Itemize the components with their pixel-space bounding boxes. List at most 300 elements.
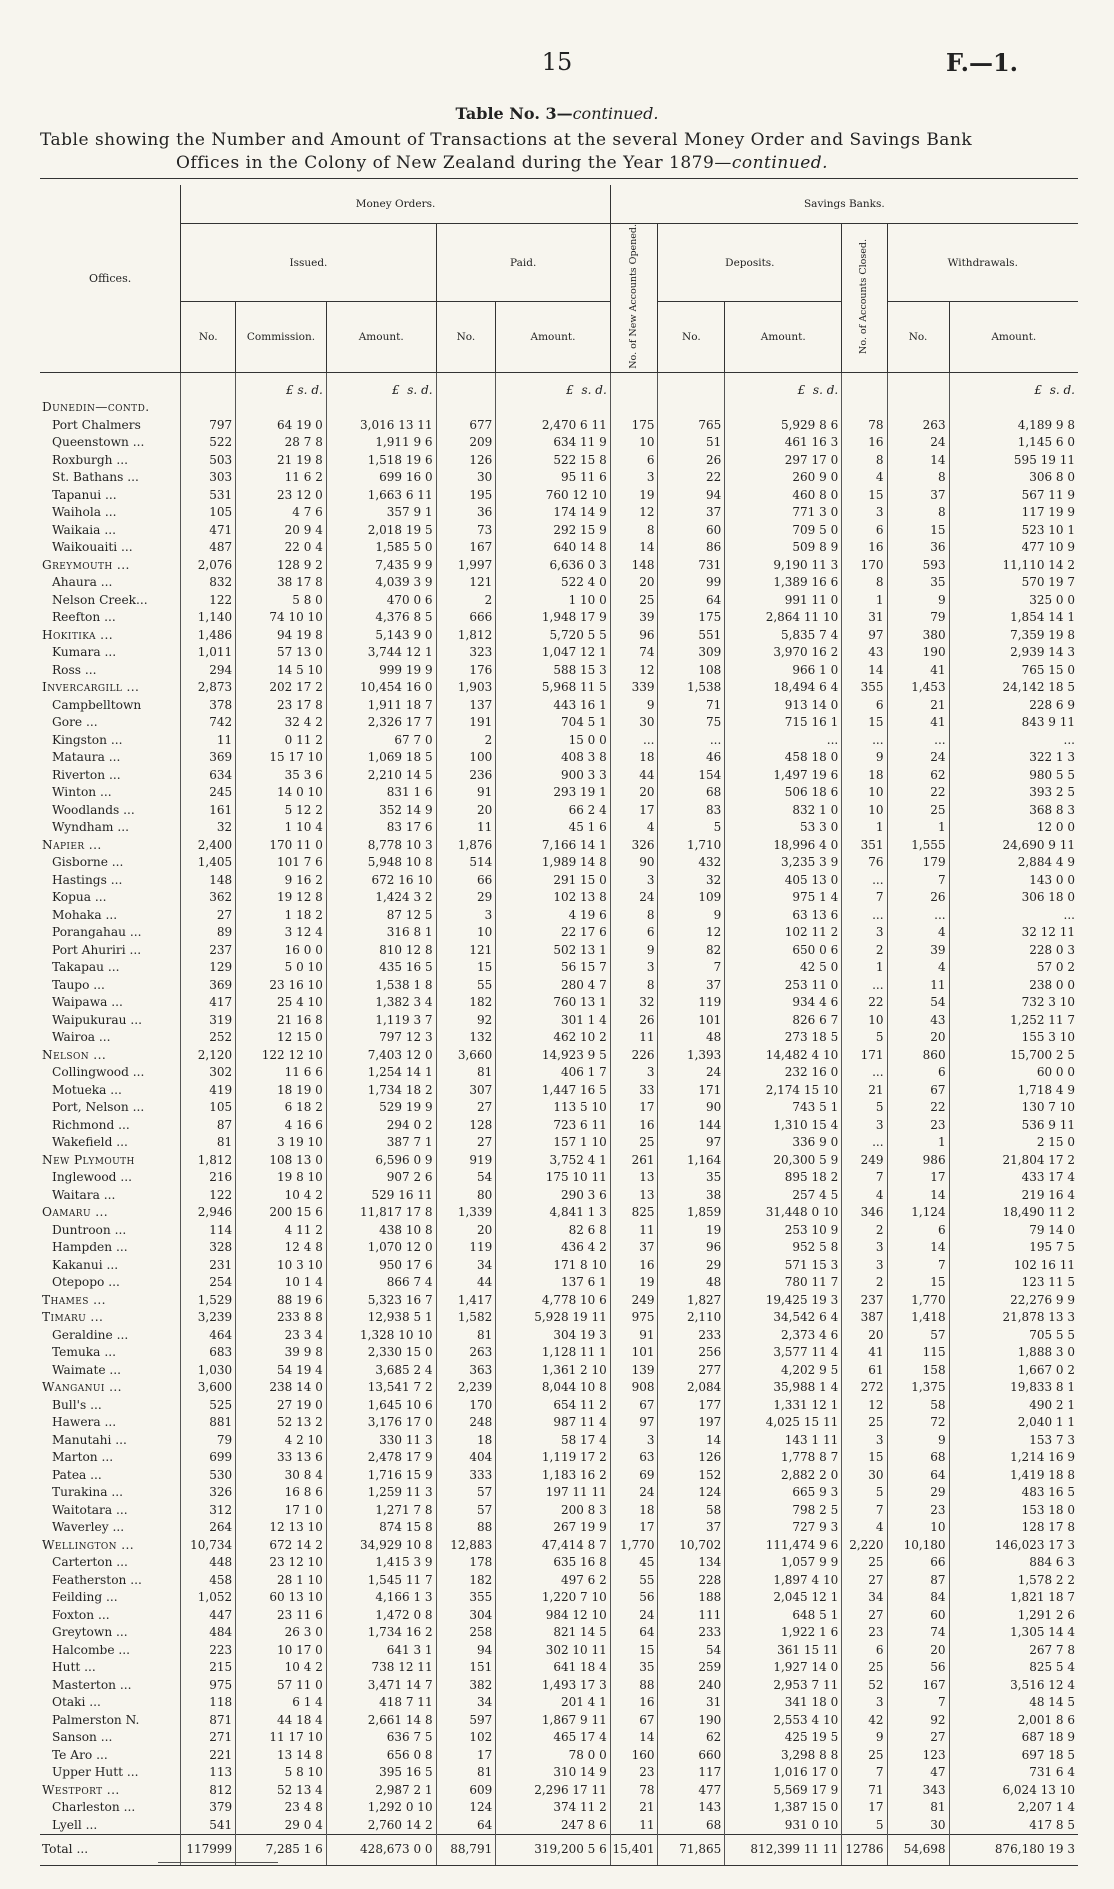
table-cell: 355 [842,679,887,697]
table-cell: 304 [436,1606,496,1624]
table-cell: 12786 [842,1834,887,1865]
table-cell: 130 7 10 [949,1099,1078,1117]
table-cell: 536 9 11 [949,1116,1078,1134]
office-name: Reefton ... [52,610,116,624]
units-cell [326,372,436,399]
table-cell: 2,470 6 11 [496,416,611,434]
table-cell: 3,660 [436,1046,496,1064]
table-row [40,994,1078,1012]
table-cell: 32 12 11 [949,924,1078,942]
table-cell: 405 13 0 [725,871,842,889]
table-cell: 60 [658,521,725,539]
table-cell: 379 [181,1799,236,1817]
unit-pence: d. [1063,382,1075,397]
table-cell: 1,030 [181,1361,236,1379]
table-cell: 1,897 4 10 [725,1571,842,1589]
table-cell: 3 [842,1116,887,1134]
table-cell: 9 [658,906,725,924]
table-cell: 121 [436,941,496,959]
table-cell: 672 16 10 [326,871,436,889]
table-cell: 102 11 2 [725,924,842,942]
table-cell: 3 [842,1256,887,1274]
table-cell: 428,673 0 0 [326,1834,436,1865]
table-cell: 7 [842,1764,887,1782]
table-cell: 393 2 5 [949,784,1078,802]
caption-cont: continued. [731,153,829,173]
office-name: Gore ... [52,715,98,729]
withdrawals-amount-header: Amount. [949,302,1078,372]
table-cell: 4 [887,924,949,942]
table-cell: 240 [658,1676,725,1694]
table-cell: 316 8 1 [326,924,436,942]
table-cell: 908 [610,1379,658,1397]
table-cell: 72 [887,1414,949,1432]
table-cell: 54,698 [887,1834,949,1865]
table-row [40,1659,1078,1677]
table-cell: 16 0 0 [236,941,327,959]
table-cell: 74 [887,1624,949,1642]
table-cell: 56 15 7 [496,959,611,977]
table-cell: 79 14 0 [949,1221,1078,1239]
table-cell: 2 [842,941,887,959]
table-cell: 641 18 4 [496,1659,611,1677]
table-cell: 1,310 15 4 [725,1116,842,1134]
table-cell: 9 [887,1431,949,1449]
table-cell: 812 [181,1781,236,1799]
table-cell: 1,888 3 0 [949,1344,1078,1362]
table-cell: 16 [610,1256,658,1274]
table-cell: 17 [436,1746,496,1764]
table-cell: 7 [842,1501,887,1519]
table-cell: 190 [658,1711,725,1729]
table-cell: 1,645 10 6 [326,1396,436,1414]
office-name: Waitara ... [52,1187,116,1202]
table-cell: 3,471 14 7 [326,1676,436,1694]
table-cell: 6,024 13 10 [949,1781,1078,1799]
unit-pound: £ [797,382,806,397]
table-cell: 18 [610,749,658,767]
table-row [40,1309,1078,1327]
table-cell: 10 3 10 [236,1256,327,1274]
table-cell: 522 15 8 [496,451,611,469]
table-cell: 3 [436,906,496,924]
table-cell: 2,296 17 11 [496,1781,611,1799]
issued-amount-header: Amount. [326,302,436,372]
accounts-closed-header [842,224,887,373]
table-cell: 10 [887,1519,949,1537]
table-cell: 30 [610,714,658,732]
table-cell: 113 [181,1764,236,1782]
table-cell: 113 5 10 [496,1099,611,1117]
table-cell: 167 [887,1676,949,1694]
table-cell: 9 [610,696,658,714]
table-cell: 237 [842,1291,887,1309]
table-cell: 10 4 2 [236,1186,327,1204]
table-cell: 2,373 4 6 [725,1326,842,1344]
table-cell: 1 [842,819,887,837]
issued-commission-header: Commission. [236,302,327,372]
units-cell [496,372,611,399]
table-cell: 254 [181,1274,236,1292]
table-cell: 24 [610,889,658,907]
table-cell: 1,252 11 7 [949,1011,1078,1029]
table-cell: 984 12 10 [496,1606,611,1624]
table-cell: 66 2 4 [496,801,611,819]
table-cell: 101 [658,1011,725,1029]
table-cell: 934 4 6 [725,994,842,1012]
table-cell: 1,145 6 0 [949,434,1078,452]
table-cell: 7,166 14 1 [496,836,611,854]
table-cell: 3,685 2 4 [326,1361,436,1379]
table-cell: 980 5 5 [949,766,1078,784]
table-cell: 306 8 0 [949,469,1078,487]
table-cell: 1,291 2 6 [949,1606,1078,1624]
table-cell: 56 [887,1659,949,1677]
table-cell: 810 12 8 [326,941,436,959]
table-cell: 2,661 14 8 [326,1711,436,1729]
office-name: Kumara ... [52,645,117,659]
table-cell: 1,119 3 7 [326,1011,436,1029]
table-cell: 20,300 5 9 [725,1151,842,1169]
table-row [40,1816,1078,1834]
table-cell: 20 [610,784,658,802]
table-cell: 5,929 8 6 [725,416,842,434]
table-cell: 21 [887,696,949,714]
table-cell: 74 [610,644,658,662]
table-cell: 29 [658,1256,725,1274]
table-cell: 137 [436,696,496,714]
table-cell: 2,400 [181,836,236,854]
table-cell: 4,166 1 3 [326,1589,436,1607]
units-cell [658,372,725,399]
table-cell: 531 [181,486,236,504]
table-cell: 323 [436,644,496,662]
table-cell: 380 [887,626,949,644]
table-cell: 15,401 [610,1834,658,1865]
units-cell [610,372,658,399]
page-number: 15 [541,48,573,76]
table-row [40,959,1078,977]
table-cell: 20 9 4 [236,521,327,539]
table-cell: 1 10 0 [496,591,611,609]
table-cell: 228 [658,1571,725,1589]
table-cell: 119 [658,994,725,1012]
table-cell: 83 [658,801,725,819]
table-cell: 264 [181,1519,236,1537]
table-cell: 907 2 6 [326,1169,436,1187]
table-cell: 1,585 5 0 [326,539,436,557]
table-cell: 346 [842,1204,887,1222]
table-cell: 31 [658,1694,725,1712]
table-cell: 8 [887,504,949,522]
table-cell: 43 [842,644,887,662]
table-body [40,372,1078,1865]
money-orders-header: Money Orders. [181,185,610,224]
table-cell: 57 [436,1484,496,1502]
table-cell: 509 8 9 [725,539,842,557]
table-cell: 39 [610,609,658,627]
table-cell: 5 12 2 [236,801,327,819]
table-cell: 832 [181,574,236,592]
table-cell: 175 [658,609,725,627]
table-cell: 310 14 9 [496,1764,611,1782]
table-cell: 14 [610,539,658,557]
table-cell: 1,716 15 9 [326,1466,436,1484]
table-cell: 871 [181,1711,236,1729]
table-cell: 87 12 5 [326,906,436,924]
units-offices-cell [40,372,181,399]
table-cell: 1,057 9 9 [725,1554,842,1572]
table-cell: 66 [436,871,496,889]
table-row [40,1589,1078,1607]
office-name: Thames ... [42,1292,106,1307]
table-cell: 30 [887,1816,949,1834]
table-cell: 433 17 4 [949,1169,1078,1187]
office-name: Port Chalmers [52,417,141,432]
table-cell: 10 17 0 [236,1641,327,1659]
table-cell: 25 [610,1134,658,1152]
table-cell: 102 [436,1729,496,1747]
table-cell: 369 [181,976,236,994]
table-cell: 111,474 9 6 [725,1536,842,1554]
table-cell: 57 13 0 [236,644,327,662]
table-cell: 8 [842,574,887,592]
table-cell: 182 [436,1571,496,1589]
table-cell: 831 1 6 [326,784,436,802]
table-cell: 301 1 4 [496,1011,611,1029]
table-cell: 73 [436,521,496,539]
table-cell: 8,778 10 3 [326,836,436,854]
table-cell: 19 12 8 [236,889,327,907]
table-cell: 709 5 0 [725,521,842,539]
table-cell: 74 10 10 [236,609,327,627]
table-cell: 1,183 16 2 [496,1466,611,1484]
table-cell: 634 11 9 [496,434,611,452]
table-cell: 1,876 [436,836,496,854]
table-cell: 1,859 [658,1204,725,1222]
table-row [40,609,1078,627]
table-cell: 63 [610,1449,658,1467]
table-cell: 1,927 14 0 [725,1659,842,1677]
table-row [40,539,1078,557]
table-cell: 12 [610,661,658,679]
table-cell: 12 [610,504,658,522]
table-cell: 2,939 14 3 [949,644,1078,662]
table-cell: 52 13 4 [236,1781,327,1799]
table-cell: 355 [436,1589,496,1607]
table-cell: 158 [887,1361,949,1379]
office-name: Greymouth ... [42,557,130,572]
table-cell: 11 [436,819,496,837]
table-cell: 3,752 4 1 [496,1151,611,1169]
table-row [40,1554,1078,1572]
table-cell: 1,339 [436,1204,496,1222]
table-cell: 27 19 0 [236,1396,327,1414]
table-cell: 81 [436,1764,496,1782]
table-cell: 237 [181,941,236,959]
accounts-closed-label: No. of Accounts Closed. [858,238,870,354]
table-cell: 263 [436,1344,496,1362]
table-row [40,1204,1078,1222]
table-cell: 3 [610,871,658,889]
table-cell: 25 4 10 [236,994,327,1012]
table-cell: 641 3 1 [326,1641,436,1659]
table-cell: 29 0 4 [236,1816,327,1834]
office-name: Total ... [40,1834,181,1865]
units-cell [181,372,236,399]
table-cell: 238 14 0 [236,1379,327,1397]
office-name: Port Ahuriri ... [52,942,142,957]
table-cell: 68 [887,1449,949,1467]
table-cell: 3 [610,1431,658,1449]
table-cell: 271 [181,1729,236,1747]
table-cell: 14,482 4 10 [725,1046,842,1064]
table-cell: 12 4 8 [236,1239,327,1257]
table-cell: 991 11 0 [725,591,842,609]
table-cell: 570 19 7 [949,574,1078,592]
table-cell: 87 [181,1116,236,1134]
table-cell: 5,569 17 9 [725,1781,842,1799]
office-name: Wellington ... [42,1537,135,1552]
table-cell: 10 [842,801,887,819]
table-cell: 1,292 0 10 [326,1799,436,1817]
table-cell: 1,393 [658,1046,725,1064]
table-cell: 760 13 1 [496,994,611,1012]
table-cell: 277 [658,1361,725,1379]
header-rule [40,178,1078,179]
table-cell: 273 18 5 [725,1029,842,1047]
table-cell: 1,770 [610,1536,658,1554]
unit-shilling: s. [581,382,592,397]
table-cell: 119 [436,1239,496,1257]
table-cell: 319 [181,1011,236,1029]
office-name: Hokitika ... [42,627,113,642]
table-cell: 10,702 [658,1536,725,1554]
office-name: Charleston ... [52,1800,136,1814]
table-cell: 727 9 3 [725,1519,842,1537]
table-cell: 124 [436,1799,496,1817]
table-cell: 111 [658,1606,725,1624]
table-cell: 5 8 0 [236,591,327,609]
table-cell: 7 [887,871,949,889]
table-cell: 280 4 7 [496,976,611,994]
table-cell: 51 [658,434,725,452]
table-cell: 987 11 4 [496,1414,611,1432]
table-cell: 90 [610,854,658,872]
table-cell: 33 13 6 [236,1449,327,1467]
table-cell: 24 [610,1606,658,1624]
office-name: Greytown ... [52,1625,128,1639]
table-row [40,434,1078,452]
units-cell [436,372,496,399]
savings-banks-header: Savings Banks. [610,185,1078,224]
table-cell: 1 [887,1134,949,1152]
table-cell: 12 15 0 [236,1029,327,1047]
table-cell: 15 [842,714,887,732]
table-cell: 326 [610,836,658,854]
table-cell: ... [842,871,887,889]
table-cell: 60 [887,1606,949,1624]
table-cell: 20 [842,1326,887,1344]
table-cell [949,399,1078,417]
table-row [40,1256,1078,1274]
units-row [40,372,1078,399]
table-cell: 1,069 18 5 [326,749,436,767]
table-cell: 487 [181,539,236,557]
table-row [40,1449,1078,1467]
table-cell: 18 19 0 [236,1081,327,1099]
table-cell: 37 [658,976,725,994]
office-name: Bull's ... [52,1397,102,1412]
table-cell: 687 18 9 [949,1729,1078,1747]
table-cell: 161 [181,801,236,819]
table-cell: 52 13 2 [236,1414,327,1432]
table-row [40,906,1078,924]
table-cell: 6 [842,696,887,714]
office-name: Duntroon ... [52,1222,127,1237]
office-name: New Plymouth [42,1152,135,1167]
table-cell: 1,497 19 6 [725,766,842,784]
table-row [40,1011,1078,1029]
table-cell: 32 4 2 [236,714,327,732]
table-cell: 4,202 9 5 [725,1361,842,1379]
office-name: Upper Hutt ... [52,1765,139,1779]
table-cell: 798 2 5 [725,1501,842,1519]
table-cell: 35,988 1 4 [725,1379,842,1397]
table-cell: 24 [610,1484,658,1502]
table-cell: 1,119 17 2 [496,1449,611,1467]
table-cell: 2 15 0 [949,1134,1078,1152]
table-cell: 23 [842,1624,887,1642]
table-row [40,1799,1078,1817]
table-cell: 87 [887,1571,949,1589]
table-cell: 1,424 3 2 [326,889,436,907]
table-cell: 503 [181,451,236,469]
table-cell: 343 [887,1781,949,1799]
table-cell: 46 [658,749,725,767]
table-cell: 96 [610,626,658,644]
table-row [40,1624,1078,1642]
table-cell: 56 [610,1589,658,1607]
table-cell: 636 7 5 [326,1729,436,1747]
table-row [40,1781,1078,1799]
table-row [40,1151,1078,1169]
table-cell [436,399,496,417]
table-row [40,644,1078,662]
deposits-header: Deposits. [658,224,842,302]
table-cell: 170 11 0 [236,836,327,854]
table-cell: 6 [610,451,658,469]
table-cell: 30 [436,469,496,487]
table-cell: 6 1 4 [236,1694,327,1712]
table-cell: 551 [658,626,725,644]
table-cell: 1 [887,819,949,837]
table-cell: 406 1 7 [496,1064,611,1082]
table-cell: 122 [181,1186,236,1204]
table-cell: 462 10 2 [496,1029,611,1047]
table-cell: 5,720 5 5 [496,626,611,644]
office-name: Temuka ... [52,1345,116,1359]
table-cell: 1,389 16 6 [725,574,842,592]
withdrawals-no-header: No. [887,302,949,372]
table-cell: 765 [658,416,725,434]
table-cell: 78 [610,1781,658,1799]
table-cell: 1,486 [181,626,236,644]
table-cell: 47 [887,1764,949,1782]
table-cell: 57 [887,1326,949,1344]
table-cell: 1,667 0 2 [949,1361,1078,1379]
table-cell: 14 [887,1239,949,1257]
